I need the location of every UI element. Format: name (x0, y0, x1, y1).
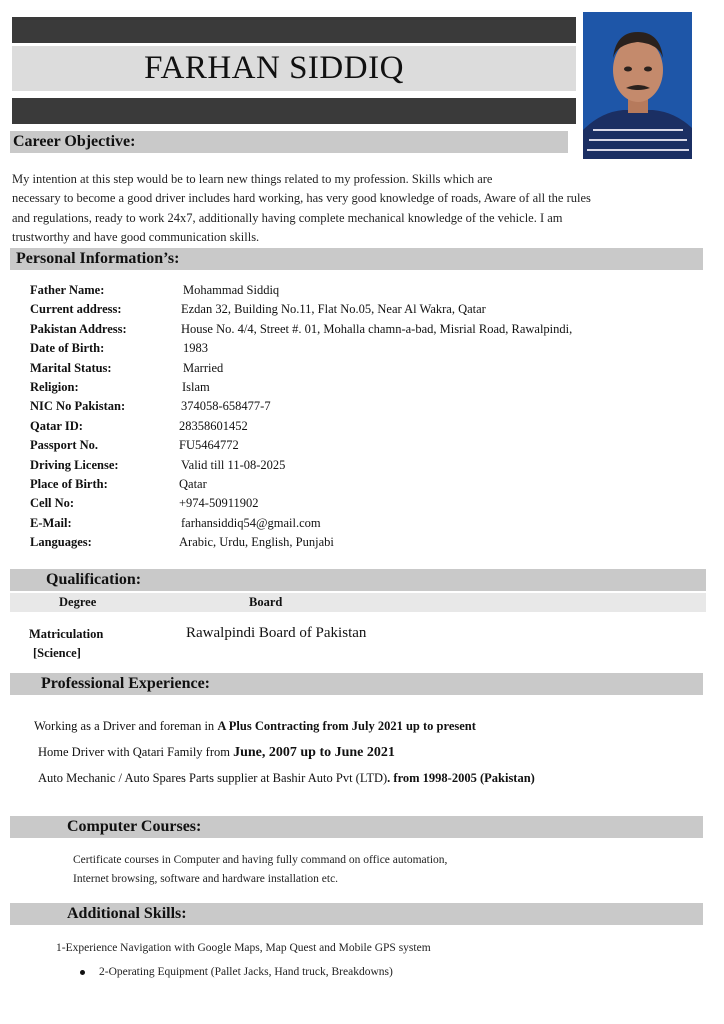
personal-info-value: 28358601452 (179, 418, 248, 433)
personal-info-title: Personal Information’s: (16, 250, 180, 267)
personal-info-label: Place of Birth: (30, 477, 108, 491)
board-column-header: Board (249, 595, 283, 609)
personal-info-value: Islam (182, 380, 210, 394)
experience-item (38, 771, 535, 786)
skill-item (80, 963, 393, 982)
career-line: My intention at this step would be to learn new things related to my profession. Skills which are (12, 172, 493, 186)
personal-info-value: Arabic, Urdu, English, Punjabi (179, 535, 334, 550)
personal-info-value: 374058-658477-7 (181, 399, 271, 414)
profile-photo (583, 12, 692, 159)
courses-line: Internet browsing, software and hardware installation etc. (73, 872, 339, 885)
qualification-header-row (10, 593, 706, 612)
personal-info-value: Valid till 11-08-2025 (181, 457, 286, 472)
personal-info-label: E-Mail: (30, 515, 72, 530)
candidate-name: FARHAN SIDDIQ (144, 50, 404, 86)
experience-period: . from 1998-2005 (Pakistan) (387, 771, 535, 785)
personal-info-label: Date of Birth: (30, 341, 105, 356)
computer-courses-bar (10, 816, 703, 838)
computer-courses-title: Computer Courses: (67, 818, 202, 835)
personal-info-value: farhansiddiq54@gmail.com (181, 515, 321, 530)
experience-role: Working as a Driver and foreman in (34, 719, 218, 733)
personal-info-value: +974-50911902 (179, 496, 259, 511)
courses-line: Certificate courses in Computer and having fully command on office automation, (73, 854, 448, 866)
degree-stream: [Science] (33, 646, 81, 660)
personal-info-label: Qatar ID: (30, 418, 83, 433)
header-top-bar (12, 17, 576, 43)
personal-info-value: 1983 (183, 341, 208, 356)
additional-skills-title: Additional Skills: (67, 905, 187, 922)
experience-period: June, 2007 up to June 2021 (233, 745, 395, 760)
experience-title: Professional Experience: (41, 675, 211, 692)
personal-info-label: Pakistan Address: (30, 321, 127, 336)
personal-info-value: Qatar (179, 477, 207, 491)
bullet-icon (80, 970, 85, 975)
personal-info-label: Cell No: (30, 496, 75, 511)
personal-info-bar (10, 248, 703, 270)
personal-info-value: Married (183, 360, 224, 375)
personal-info-label: Driving License: (30, 457, 119, 472)
additional-skills-bar (10, 903, 703, 925)
skill-text: 2-Operating Equipment (Pallet Jacks, Hand truck, Breakdowns) (99, 966, 393, 978)
personal-info-label: Current address: (30, 302, 122, 317)
personal-info-value: Ezdan 32, Building No.11, Flat No.05, Near Al Wakra, Qatar (181, 302, 486, 317)
name-bar (12, 46, 576, 91)
degree-name: Matriculation (29, 627, 104, 641)
qualification-title: Qualification: (46, 571, 142, 588)
experience-item (38, 745, 395, 761)
experience-bar (10, 673, 703, 695)
personal-info-value: FU5464772 (179, 438, 239, 453)
board-name: Rawalpindi Board of Pakistan (186, 625, 367, 641)
experience-role: Home Driver with Qatari Family from (38, 745, 234, 759)
computer-courses-text (73, 851, 447, 888)
career-line: and regulations, ready to work 24x7, additionally having complete mechanical knowledge of the vehicle. I am (12, 210, 563, 225)
personal-info-label: Religion: (30, 380, 79, 394)
career-objective-bar (10, 131, 568, 153)
degree-column-header: Degree (59, 595, 97, 609)
experience-item (34, 719, 476, 734)
personal-info-value: Mohammad Siddiq (183, 283, 280, 297)
career-objective-text (12, 170, 712, 247)
skill-item: 1-Experience Navigation with Google Maps, Map Quest and Mobile GPS system (56, 942, 431, 954)
qualification-bar (10, 569, 706, 591)
experience-role: Auto Mechanic / Auto Spares Parts supplier at Bashir Auto Pvt (LTD) (38, 771, 388, 785)
header-bottom-bar (12, 98, 576, 124)
career-objective-title: Career Objective: (13, 133, 136, 150)
career-line: trustworthy and have good communication skills. (12, 229, 260, 244)
experience-period: A Plus Contracting from July 2021 up to present (217, 719, 476, 733)
career-line: necessary to become a good driver includes hard working, has very good knowledge of roads, Aware of all the rules (12, 191, 591, 206)
personal-info-label: Languages: (30, 535, 92, 550)
personal-info-value: House No. 4/4, Street #. 01, Mohalla chamn-a-bad, Misrial Road, Rawalpindi, (181, 321, 573, 336)
personal-info-label: Marital Status: (30, 360, 112, 375)
personal-info-label: NIC No Pakistan: (30, 399, 126, 414)
personal-info-label: Passport No. (30, 438, 99, 453)
personal-info-label: Father Name: (30, 283, 105, 297)
